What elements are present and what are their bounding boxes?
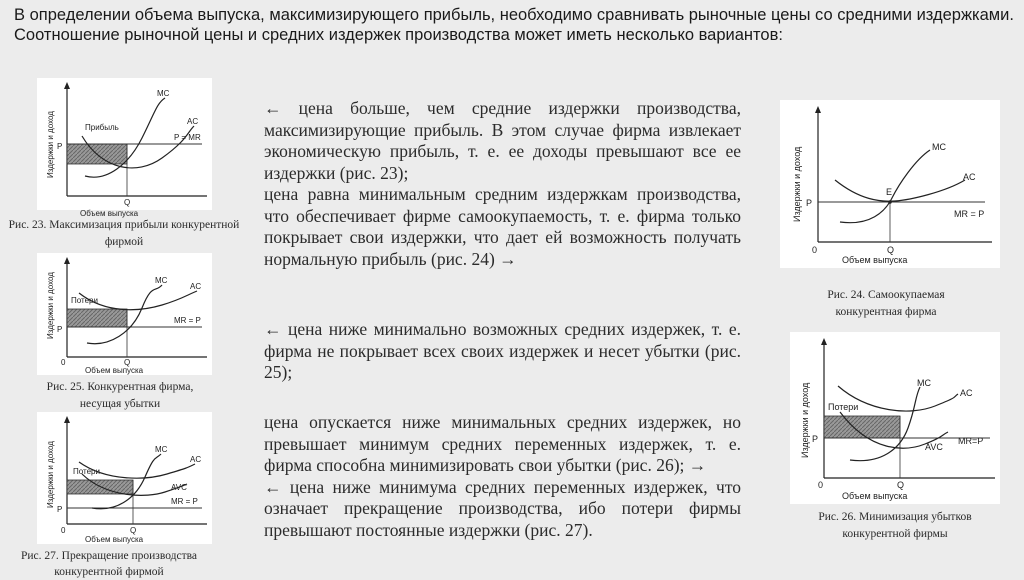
ac-label: AC xyxy=(190,455,202,464)
ac-label: AC xyxy=(187,117,199,126)
price-label: P xyxy=(812,434,819,444)
figure-24-chart xyxy=(780,100,1000,268)
quantity-label: Q xyxy=(887,245,895,255)
mr-label: MR=P xyxy=(958,436,984,446)
mc-label: MC xyxy=(917,378,931,388)
ac-label: AC xyxy=(963,172,976,182)
mr-label: MR = P xyxy=(954,209,985,219)
price-label: P xyxy=(57,325,63,334)
paragraph-price-above-avc: цена опускается ниже минимальных средних издержек, но превышает минимум средних переменных издержек, т. е. фирма способна минимизировать свои убытки (рис. 26); → xyxy=(264,412,741,475)
equilibrium-label: E xyxy=(886,187,893,197)
figure-23-caption: Рис. 23. Максимизация прибыли конкурентной фирмой xyxy=(8,219,240,248)
ac-label: AC xyxy=(190,282,202,291)
loss-label: Потери xyxy=(73,467,100,476)
quantity-label: Q xyxy=(124,358,131,367)
x-axis-label: Объем выпуска xyxy=(80,209,139,218)
loss-area xyxy=(67,309,127,327)
paragraph-price-above-ac: ← цена больше, чем средние издержки производства, максимизирующие прибыль. В этом случае фирма извлекает экономическую прибыль, т. е. ее доходы превышают все ее издержки (рис. 23); xyxy=(264,98,741,183)
body-text-2 xyxy=(264,319,741,384)
origin-label: 0 xyxy=(61,358,66,367)
mr-label: P = MR xyxy=(174,133,201,142)
y-axis-label: Издержки и доход xyxy=(46,441,55,508)
loss-label: Потери xyxy=(71,296,98,305)
intro-line-2: Соотношение рыночной цены и средних издержек производства может иметь несколько вариантов: xyxy=(14,26,783,44)
x-axis-label: Объем выпуска xyxy=(842,491,908,501)
figure-25-chart xyxy=(37,253,212,375)
body-text xyxy=(264,98,741,270)
paragraph-price-equals-ac: цена равна минимальным средним издержкам производства, что обеспечивает фирме самоокупаемость, т. е. фирма только покрывает свои издержки, что дает ей возможность получать нормальную прибыль (рис. 24) → xyxy=(264,184,741,269)
figure-27-chart xyxy=(37,412,212,544)
body-text-3 xyxy=(264,412,741,541)
avc-label: AVC xyxy=(171,483,187,492)
y-axis-label: Издержки и доход xyxy=(46,272,55,339)
origin-label: 0 xyxy=(61,526,66,535)
intro-text xyxy=(14,5,1014,45)
price-label: P xyxy=(806,198,813,208)
paragraph-price-below-ac: ← цена ниже минимально возможных средних издержек, т. е. фирма не покрывает всех своих издержек и несет убытки (рис. 25); xyxy=(264,319,741,382)
figure-23-chart xyxy=(37,78,212,218)
x-axis-label: Объем выпуска xyxy=(85,366,144,375)
figure-27-caption: Рис. 27. Прекращение производства конкурентной фирмой xyxy=(21,550,197,578)
x-axis-label: Объем выпуска xyxy=(842,255,908,265)
origin-label: 0 xyxy=(812,245,818,255)
price-label: P xyxy=(57,142,63,151)
quantity-label: Q xyxy=(124,198,131,207)
mc-label: MC xyxy=(155,445,168,454)
avc-label: AVC xyxy=(925,442,943,452)
price-label: P xyxy=(57,505,63,514)
intro-line-1: В определении объема выпуска, максимизирующего прибыль, необходимо сравнивать рыночные цены со средними издержками. xyxy=(14,6,1014,24)
mc-label: MC xyxy=(155,276,168,285)
y-axis-label: Издержки и доход xyxy=(800,382,810,458)
mr-label: MR = P xyxy=(174,316,201,325)
y-axis-label: Издержки и доход xyxy=(46,111,55,178)
x-axis-label: Объем выпуска xyxy=(85,535,144,544)
mr-label: MR = P xyxy=(171,497,198,506)
y-axis-label: Издержки и доход xyxy=(792,146,802,222)
figure-26-caption: Рис. 26. Минимизация убытков конкурентной фирмы xyxy=(818,511,972,540)
profit-label: Прибыль xyxy=(85,123,119,132)
quantity-label: Q xyxy=(897,480,905,490)
paragraph-price-below-avc: ← цена ниже минимума средних переменных издержек, что означает прекращение производства, ибо потери фирмы превышают постоянные издержки (рис. 27). xyxy=(264,476,741,540)
origin-label: 0 xyxy=(818,480,824,490)
loss-label: Потери xyxy=(828,402,859,412)
quantity-label: Q xyxy=(130,526,137,535)
mc-label: MC xyxy=(932,142,946,152)
mc-label: MC xyxy=(157,89,170,98)
figure-24-caption: Рис. 24. Самоокупаемая конкурентная фирма xyxy=(827,289,945,318)
figure-26-chart xyxy=(790,332,1000,504)
mc-curve xyxy=(840,150,930,223)
figure-25-caption: Рис. 25. Конкурентная фирма, несущая убытки xyxy=(46,381,194,410)
mc-curve xyxy=(85,98,165,177)
ac-label: AC xyxy=(960,388,973,398)
